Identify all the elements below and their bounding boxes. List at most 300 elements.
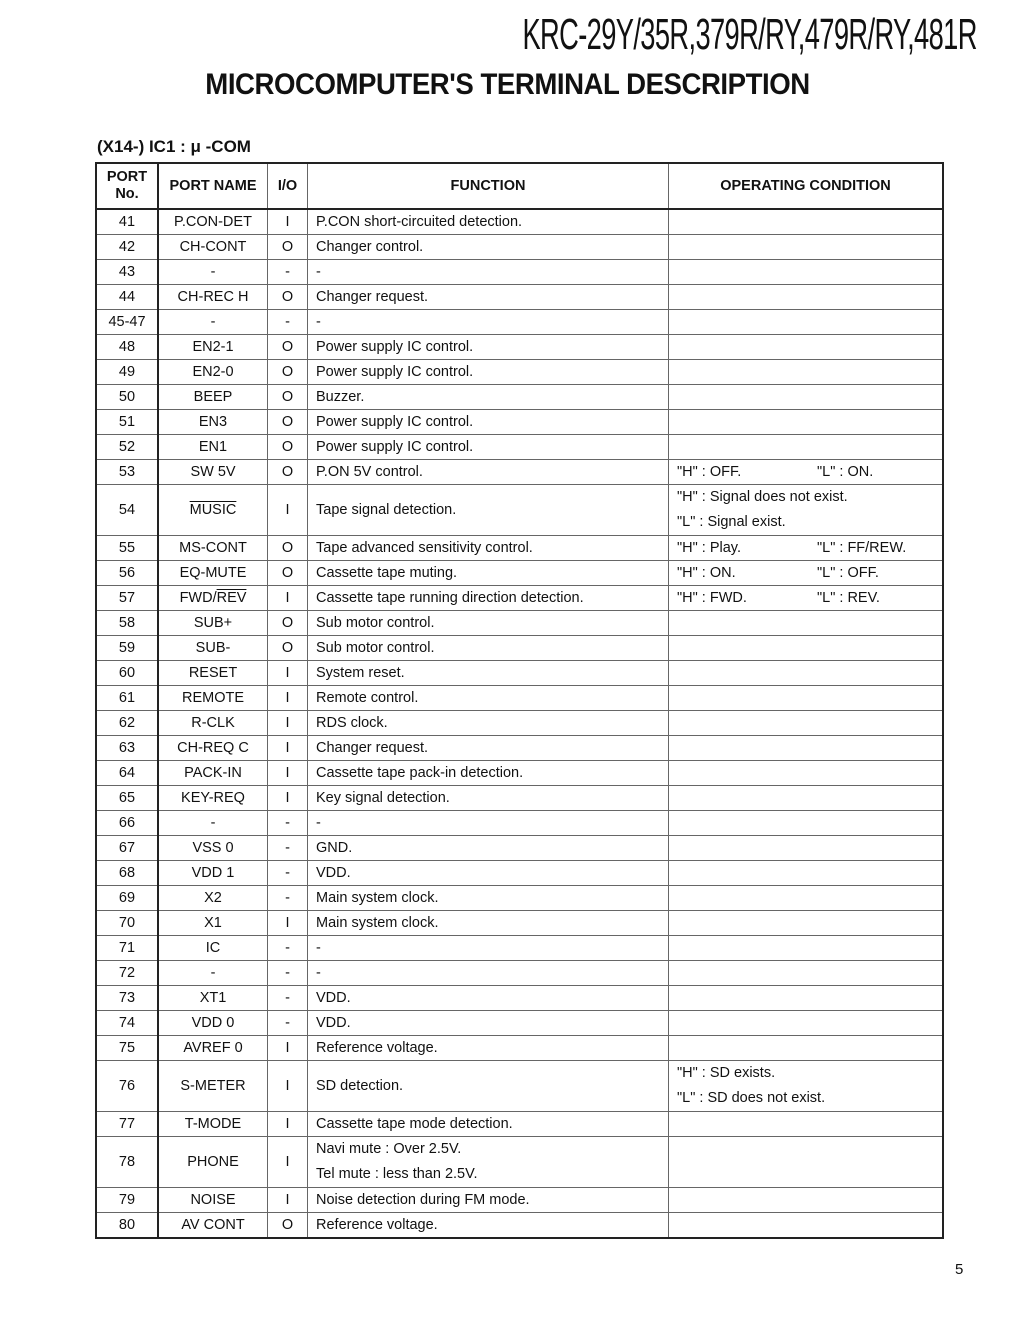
operating-condition-cell xyxy=(669,686,944,711)
port-name-cell: CH-CONT xyxy=(158,235,268,260)
io-cell: - xyxy=(268,260,308,285)
condition-high: "H" : FWD. xyxy=(677,590,747,606)
io-cell: I xyxy=(268,911,308,936)
operating-condition-cell xyxy=(669,1061,944,1112)
function-cell xyxy=(308,1112,669,1137)
io-cell: I xyxy=(268,1061,308,1112)
operating-condition-cell xyxy=(669,636,944,661)
port-no-cell: 71 xyxy=(96,936,158,961)
function-text: Cassette tape pack-in detection. xyxy=(316,765,524,781)
column-header-port-name: PORT NAME xyxy=(158,163,268,209)
function-text: P.ON 5V control. xyxy=(316,464,423,480)
port-no-cell: 42 xyxy=(96,235,158,260)
function-text: Navi mute : Over 2.5V. xyxy=(316,1141,462,1157)
port-no-cell: 69 xyxy=(96,886,158,911)
table-row xyxy=(96,911,943,936)
port-no-cell: 72 xyxy=(96,961,158,986)
function-cell xyxy=(308,911,669,936)
io-cell: O xyxy=(268,360,308,385)
port-name-cell: VDD 0 xyxy=(158,1011,268,1036)
function-cell xyxy=(308,986,669,1011)
io-cell: I xyxy=(268,1112,308,1137)
io-cell: O xyxy=(268,536,308,561)
condition-low: "L" : FF/REW. xyxy=(817,540,907,556)
io-cell: I xyxy=(268,686,308,711)
io-cell: - xyxy=(268,811,308,836)
io-cell: - xyxy=(268,861,308,886)
function-text: Key signal detection. xyxy=(316,790,450,806)
table-row xyxy=(96,285,943,310)
port-no-cell: 53 xyxy=(96,460,158,485)
port-name-cell: XT1 xyxy=(158,986,268,1011)
port-name-cell: EN2-1 xyxy=(158,335,268,360)
operating-condition-cell xyxy=(669,285,944,310)
condition-pair xyxy=(677,586,942,610)
operating-condition-cell xyxy=(669,736,944,761)
io-cell: O xyxy=(268,285,308,310)
table-row xyxy=(96,786,943,811)
column-header-io: I/O xyxy=(268,163,308,209)
function-text: Power supply IC control. xyxy=(316,439,474,455)
function-cell xyxy=(308,536,669,561)
io-cell: - xyxy=(268,310,308,335)
io-cell: - xyxy=(268,936,308,961)
port-name-cell: EQ-MUTE xyxy=(158,561,268,586)
function-text: Tel mute : less than 2.5V. xyxy=(316,1166,478,1182)
function-cell xyxy=(308,836,669,861)
port-no-cell: 45-47 xyxy=(96,310,158,335)
condition-low: "L" : OFF. xyxy=(817,565,879,581)
operating-condition-cell xyxy=(669,1137,944,1188)
column-header-function: FUNCTION xyxy=(308,163,669,209)
function-text: Noise detection during FM mode. xyxy=(316,1192,530,1208)
column-header-port-no xyxy=(96,163,158,209)
operating-condition-cell xyxy=(669,986,944,1011)
function-text: Cassette tape running direction detection. xyxy=(316,590,584,606)
port-no-cell: 76 xyxy=(96,1061,158,1112)
function-text: Sub motor control. xyxy=(316,615,435,631)
table-row xyxy=(96,611,943,636)
port-no-cell: 59 xyxy=(96,636,158,661)
table-body xyxy=(96,209,943,1238)
function-cell xyxy=(308,736,669,761)
port-no-cell: 52 xyxy=(96,435,158,460)
port-name-cell: EN3 xyxy=(158,410,268,435)
operating-condition-cell xyxy=(669,811,944,836)
port-no-cell: 43 xyxy=(96,260,158,285)
function-cell xyxy=(308,611,669,636)
function-text: Power supply IC control. xyxy=(316,339,474,355)
function-cell xyxy=(308,861,669,886)
port-no-line2: No. xyxy=(115,186,139,202)
table-row xyxy=(96,886,943,911)
port-no-cell: 75 xyxy=(96,1036,158,1061)
port-name-cell: CH-REC H xyxy=(158,285,268,310)
io-cell: O xyxy=(268,561,308,586)
table-header xyxy=(96,163,943,209)
port-no-cell: 66 xyxy=(96,811,158,836)
operating-condition-cell xyxy=(669,536,944,561)
function-cell xyxy=(308,1036,669,1061)
function-cell xyxy=(308,1213,669,1239)
table-row xyxy=(96,1112,943,1137)
io-cell: O xyxy=(268,335,308,360)
function-cell xyxy=(308,460,669,485)
operating-condition-cell xyxy=(669,836,944,861)
port-name-cell: - xyxy=(158,811,268,836)
function-text: - xyxy=(316,940,321,956)
port-name-cell: - xyxy=(158,260,268,285)
port-no-cell: 55 xyxy=(96,536,158,561)
operating-condition-cell xyxy=(669,1036,944,1061)
port-name-cell xyxy=(158,485,268,536)
operating-condition-cell xyxy=(669,1011,944,1036)
table-row xyxy=(96,686,943,711)
port-no-cell: 73 xyxy=(96,986,158,1011)
port-no-cell: 80 xyxy=(96,1213,158,1239)
function-text: Power supply IC control. xyxy=(316,364,474,380)
table-row xyxy=(96,360,943,385)
port-no-cell: 78 xyxy=(96,1137,158,1188)
table-row xyxy=(96,836,943,861)
table-row xyxy=(96,811,943,836)
port-name-cell: MS-CONT xyxy=(158,536,268,561)
operating-condition-cell xyxy=(669,335,944,360)
table-row xyxy=(96,561,943,586)
operating-condition-cell xyxy=(669,961,944,986)
terminal-table xyxy=(95,162,944,1239)
header-row xyxy=(96,163,943,209)
table-row xyxy=(96,1137,943,1188)
condition-low: "L" : ON. xyxy=(817,464,874,480)
io-cell: I xyxy=(268,586,308,611)
condition-text: "L" : SD does not exist. xyxy=(677,1090,826,1106)
function-text: VDD. xyxy=(316,990,351,1006)
function-cell xyxy=(308,285,669,310)
port-name-overline xyxy=(217,586,247,610)
table-row xyxy=(96,936,943,961)
port-name-cell: CH-REQ C xyxy=(158,736,268,761)
port-name-cell: S-METER xyxy=(158,1061,268,1112)
table-row xyxy=(96,536,943,561)
port-no-cell: 44 xyxy=(96,285,158,310)
table-row xyxy=(96,1011,943,1036)
operating-condition-cell xyxy=(669,861,944,886)
condition-low: "L" : REV. xyxy=(817,590,880,606)
operating-condition-cell xyxy=(669,1112,944,1137)
function-text: Cassette tape muting. xyxy=(316,565,458,581)
operating-condition-cell xyxy=(669,1213,944,1239)
port-no-cell: 51 xyxy=(96,410,158,435)
function-cell xyxy=(308,761,669,786)
table-row xyxy=(96,961,943,986)
condition-pair xyxy=(677,561,942,585)
port-name-cell: BEEP xyxy=(158,385,268,410)
condition-pair xyxy=(677,460,942,484)
table-row xyxy=(96,1036,943,1061)
port-name-cell: PHONE xyxy=(158,1137,268,1188)
io-cell: - xyxy=(268,961,308,986)
port-no-cell: 74 xyxy=(96,1011,158,1036)
function-text: Main system clock. xyxy=(316,915,439,931)
port-no-cell: 54 xyxy=(96,485,158,536)
port-name-cell: X2 xyxy=(158,886,268,911)
function-cell xyxy=(308,1011,669,1036)
port-name-cell: AVREF 0 xyxy=(158,1036,268,1061)
port-name: FWD/REV xyxy=(179,590,247,606)
function-text: Changer request. xyxy=(316,740,429,756)
function-text: SD detection. xyxy=(316,1077,404,1094)
function-cell xyxy=(308,360,669,385)
port-no-cell: 41 xyxy=(96,209,158,235)
port-no-cell: 61 xyxy=(96,686,158,711)
io-cell: - xyxy=(268,1011,308,1036)
port-name-cell: PACK-IN xyxy=(158,761,268,786)
io-cell: I xyxy=(268,661,308,686)
port-name-cell: VSS 0 xyxy=(158,836,268,861)
function-cell xyxy=(308,209,669,235)
function-text: - xyxy=(316,965,321,981)
port-name-composite xyxy=(180,586,247,610)
io-cell: - xyxy=(268,886,308,911)
function-text: GND. xyxy=(316,840,353,856)
function-cell xyxy=(308,661,669,686)
io-cell: I xyxy=(268,736,308,761)
function-text: Power supply IC control. xyxy=(316,414,474,430)
table-row xyxy=(96,485,943,536)
operating-condition-cell xyxy=(669,310,944,335)
page-number: 5 xyxy=(955,1261,964,1278)
port-no-cell: 57 xyxy=(96,586,158,611)
table-row xyxy=(96,460,943,485)
function-cell xyxy=(308,786,669,811)
port-name-cell: IC xyxy=(158,936,268,961)
io-cell: O xyxy=(268,435,308,460)
operating-condition-cell xyxy=(669,786,944,811)
table-row xyxy=(96,636,943,661)
port-no-cell: 62 xyxy=(96,711,158,736)
io-cell: O xyxy=(268,235,308,260)
function-text: Tape signal detection. xyxy=(316,501,457,518)
operating-condition-cell xyxy=(669,435,944,460)
port-no-line1: PORT xyxy=(106,169,148,185)
port-name-cell: R-CLK xyxy=(158,711,268,736)
port-name-overline: MUSIC xyxy=(189,502,237,518)
port-no-cell: 48 xyxy=(96,335,158,360)
port-no-cell: 64 xyxy=(96,761,158,786)
function-cell xyxy=(308,310,669,335)
function-text: - xyxy=(316,314,321,330)
condition-high: "H" : Play. xyxy=(677,540,742,556)
function-cell xyxy=(308,1061,669,1112)
page-title: MICROCOMPUTER'S TERMINAL DESCRIPTION xyxy=(205,68,810,101)
port-no-cell: 60 xyxy=(96,661,158,686)
function-text: - xyxy=(316,264,321,280)
port-name-cell: X1 xyxy=(158,911,268,936)
port-no-cell: 58 xyxy=(96,611,158,636)
operating-condition-cell xyxy=(669,209,944,235)
condition-text: "H" : Signal does not exist. xyxy=(677,489,848,505)
table-row xyxy=(96,435,943,460)
port-no-cell: 68 xyxy=(96,861,158,886)
operating-condition-cell xyxy=(669,235,944,260)
function-cell xyxy=(308,410,669,435)
port-name-cell: - xyxy=(158,961,268,986)
function-cell xyxy=(308,435,669,460)
function-text: Tape advanced sensitivity control. xyxy=(316,540,533,556)
function-cell xyxy=(308,335,669,360)
function-text: VDD. xyxy=(316,865,351,881)
table-row xyxy=(96,1061,943,1112)
port-name-cell: SW 5V xyxy=(158,460,268,485)
io-cell: I xyxy=(268,711,308,736)
condition-pair xyxy=(677,536,942,560)
operating-condition-cell xyxy=(669,260,944,285)
table-row xyxy=(96,661,943,686)
port-name-cell: P.CON-DET xyxy=(158,209,268,235)
port-no-cell: 67 xyxy=(96,836,158,861)
column-header-operating-condition: OPERATING CONDITION xyxy=(669,163,944,209)
io-cell: I xyxy=(268,761,308,786)
function-cell xyxy=(308,561,669,586)
io-cell: O xyxy=(268,460,308,485)
table-row xyxy=(96,586,943,611)
function-text: Reference voltage. xyxy=(316,1217,438,1233)
operating-condition-cell xyxy=(669,561,944,586)
port-name-cell: T-MODE xyxy=(158,1112,268,1137)
function-cell xyxy=(308,235,669,260)
operating-condition-cell xyxy=(669,385,944,410)
io-cell: I xyxy=(268,485,308,536)
function-cell xyxy=(308,636,669,661)
function-cell xyxy=(308,711,669,736)
table-row xyxy=(96,1213,943,1239)
io-cell: I xyxy=(268,209,308,235)
port-no-cell: 79 xyxy=(96,1188,158,1213)
table-row xyxy=(96,761,943,786)
port-name-cell: VDD 1 xyxy=(158,861,268,886)
port-name-cell: EN1 xyxy=(158,435,268,460)
operating-condition-cell xyxy=(669,360,944,385)
port-name-cell: AV CONT xyxy=(158,1213,268,1239)
function-text: Buzzer. xyxy=(316,389,365,405)
condition-text: "L" : Signal exist. xyxy=(677,514,786,530)
io-cell: I xyxy=(268,786,308,811)
port-no-cell: 50 xyxy=(96,385,158,410)
table-row xyxy=(96,861,943,886)
operating-condition-cell xyxy=(669,586,944,611)
port-name-cell: SUB- xyxy=(158,636,268,661)
port-no-cell: 70 xyxy=(96,911,158,936)
function-text: Sub motor control. xyxy=(316,640,435,656)
port-no-cell: 63 xyxy=(96,736,158,761)
function-cell xyxy=(308,886,669,911)
condition-high: "H" : OFF. xyxy=(677,464,742,480)
function-text: Remote control. xyxy=(316,690,419,706)
operating-condition-cell xyxy=(669,485,944,536)
port-name-cell: SUB+ xyxy=(158,611,268,636)
table-row xyxy=(96,986,943,1011)
function-text: VDD. xyxy=(316,1015,351,1031)
section-title: (X14-) IC1 : μ -COM xyxy=(97,137,251,156)
port-name-cell xyxy=(158,586,268,611)
table-row xyxy=(96,711,943,736)
io-cell: O xyxy=(268,636,308,661)
operating-condition-cell xyxy=(669,711,944,736)
table-row xyxy=(96,209,943,235)
function-text: Main system clock. xyxy=(316,890,439,906)
function-cell xyxy=(308,686,669,711)
function-cell xyxy=(308,936,669,961)
operating-condition-cell xyxy=(669,410,944,435)
table-row xyxy=(96,235,943,260)
port-no-cell: 77 xyxy=(96,1112,158,1137)
port-no-cell: 56 xyxy=(96,561,158,586)
table-row xyxy=(96,385,943,410)
function-text: RDS clock. xyxy=(316,715,388,731)
operating-condition-cell xyxy=(669,936,944,961)
io-cell: O xyxy=(268,611,308,636)
function-text: Cassette tape mode detection. xyxy=(316,1116,513,1132)
operating-condition-cell xyxy=(669,661,944,686)
function-text: Changer control. xyxy=(316,239,424,255)
table-row xyxy=(96,1188,943,1213)
io-cell: O xyxy=(268,1213,308,1239)
function-text: - xyxy=(316,815,321,831)
io-cell: I xyxy=(268,1188,308,1213)
port-name-cell: EN2-0 xyxy=(158,360,268,385)
function-cell xyxy=(308,485,669,536)
table-row xyxy=(96,410,943,435)
port-name-cell: REMOTE xyxy=(158,686,268,711)
port-no-cell: 65 xyxy=(96,786,158,811)
operating-condition-cell xyxy=(669,911,944,936)
function-text: System reset. xyxy=(316,665,405,681)
table-row xyxy=(96,310,943,335)
function-cell xyxy=(308,260,669,285)
model-title: KRC-29Y/35R,379R/RY,479R/RY,481R xyxy=(522,10,977,59)
io-cell: - xyxy=(268,836,308,861)
table-row xyxy=(96,260,943,285)
function-cell xyxy=(308,1188,669,1213)
port-name-cell: NOISE xyxy=(158,1188,268,1213)
function-text: Reference voltage. xyxy=(316,1040,438,1056)
operating-condition-cell xyxy=(669,1188,944,1213)
function-cell xyxy=(308,586,669,611)
io-cell: O xyxy=(268,385,308,410)
function-text: P.CON short-circuited detection. xyxy=(316,214,523,230)
io-cell: I xyxy=(268,1137,308,1188)
function-cell xyxy=(308,385,669,410)
operating-condition-cell xyxy=(669,611,944,636)
table-row xyxy=(96,736,943,761)
condition-high: "H" : ON. xyxy=(677,565,736,581)
io-cell: I xyxy=(268,1036,308,1061)
io-cell: - xyxy=(268,986,308,1011)
operating-condition-cell xyxy=(669,761,944,786)
function-cell xyxy=(308,961,669,986)
io-cell: O xyxy=(268,410,308,435)
function-text: Changer request. xyxy=(316,289,429,305)
condition-text: "H" : SD exists. xyxy=(677,1065,776,1081)
operating-condition-cell xyxy=(669,460,944,485)
port-name-cell: KEY-REQ xyxy=(158,786,268,811)
operating-condition-cell xyxy=(669,886,944,911)
table-row xyxy=(96,335,943,360)
function-cell xyxy=(308,811,669,836)
function-cell xyxy=(308,1137,669,1188)
port-no-cell: 49 xyxy=(96,360,158,385)
